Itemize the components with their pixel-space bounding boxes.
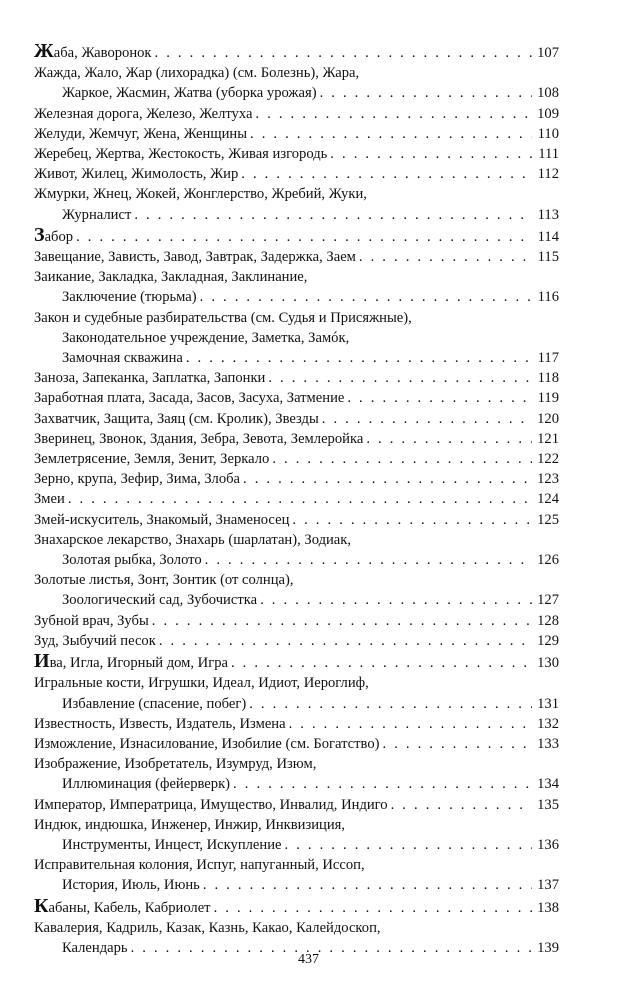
entry-text: Желуди, Жемчуг, Жена, Женщины [34, 125, 248, 142]
index-entry-line [34, 368, 559, 388]
index-entry [34, 225, 559, 247]
dot-leader [134, 205, 532, 225]
index-entry [34, 63, 559, 103]
index-entry-line [34, 124, 559, 144]
index-entry-line [34, 247, 559, 267]
index-entry-line [34, 409, 559, 429]
entry-page-number: 137 [537, 877, 559, 894]
dot-leader [203, 875, 532, 895]
entry-page-number: 117 [537, 350, 559, 367]
index-entry-line [34, 267, 559, 287]
entry-text: Закон и судебные разбирательства (см. Судья и Присяжные), [34, 309, 412, 326]
entry-page-number: 107 [537, 45, 559, 61]
dot-leader [76, 227, 532, 247]
index-entry-continuation [34, 550, 559, 570]
index-entry-line [34, 896, 559, 918]
entry-text: Заработная плата, Засада, Засов, Засуха, Затмение [34, 390, 345, 407]
entry-text: Иллюминация (фейерверк) [62, 776, 231, 793]
index-entry-line [34, 104, 559, 124]
index-entry [34, 570, 559, 610]
entry-text: Золотые листья, Зонт, Зонтик (от солнца), [34, 572, 294, 589]
entry-page-number: 129 [537, 632, 559, 649]
entry-text: Зерно, крупа, Зефир, Зима, Злоба [34, 471, 241, 488]
section-initial-letter: И [34, 650, 50, 673]
index-entry-line [34, 429, 559, 449]
index-entry [34, 124, 559, 144]
index-entry-continuation [34, 694, 559, 714]
entry-page-number: 119 [537, 390, 559, 407]
index-entry-continuation [34, 205, 559, 225]
index-entry [34, 673, 559, 713]
index-entry-line [34, 815, 559, 835]
index-entry [34, 611, 559, 631]
index-entry [34, 409, 559, 429]
entry-page-number: 115 [537, 249, 559, 266]
index-entry-line [34, 144, 559, 164]
dot-leader [250, 124, 532, 144]
index-list [34, 41, 559, 958]
index-entry-continuation [34, 774, 559, 794]
dot-leader [289, 714, 532, 734]
dot-leader [233, 774, 532, 794]
entry-text: Заикание, Закладка, Закладная, Заклинание, [34, 269, 308, 286]
dot-leader [152, 611, 532, 631]
section-initial-letter: Ж [34, 40, 54, 62]
entry-page-number: 136 [537, 836, 559, 853]
dot-leader [255, 104, 532, 124]
index-entry-line [34, 855, 559, 875]
entry-page-number: 134 [537, 776, 559, 793]
dot-leader [159, 631, 532, 651]
entry-text: Зубной врач, Зубы [34, 612, 149, 629]
dot-leader [366, 429, 532, 449]
dot-leader [68, 489, 532, 509]
index-entry [34, 104, 559, 124]
index-entry-continuation [34, 83, 559, 103]
index-entry-line [34, 530, 559, 550]
entry-text: Инструменты, Инцест, Искупление [62, 836, 282, 853]
dot-leader [260, 590, 532, 610]
index-entry-line [34, 63, 559, 83]
index-entry [34, 267, 559, 307]
index-entry-line [34, 918, 559, 938]
entry-page-number: 128 [537, 612, 559, 629]
index-entry-line [34, 651, 559, 673]
entry-text: Захватчик, Защита, Заяц (см. Кролик), Звезды [34, 410, 319, 427]
entry-page-number: 138 [537, 899, 559, 916]
entry-text: Знахарское лекарство, Знахарь (шарлатан), Зодиак, [34, 531, 352, 548]
index-entry-continuation [34, 287, 559, 307]
section-initial-letter: З [34, 223, 45, 246]
dot-leader [272, 449, 532, 469]
entry-page-number: 110 [537, 125, 559, 142]
entry-text: Календарь [62, 939, 128, 956]
index-entry [34, 388, 559, 408]
index-entry [34, 510, 559, 530]
index-entry-continuation [34, 328, 559, 348]
index-entry [34, 855, 559, 895]
index-entry-line [34, 469, 559, 489]
entry-page-number: 118 [537, 370, 559, 387]
entry-text: Заноза, Запеканка, Заплатка, Запонки [34, 370, 266, 387]
entry-page-number: 124 [537, 491, 559, 508]
dot-leader [200, 287, 532, 307]
entry-text: Завещание, Зависть, Завод, Завтрак, Задержка, Заем [34, 249, 356, 266]
index-entry-line [34, 754, 559, 774]
entry-page-number: 114 [537, 228, 559, 245]
index-entry [34, 449, 559, 469]
index-entry-continuation [34, 875, 559, 895]
entry-page-number: 135 [537, 796, 559, 813]
entry-text: ва, Игла, Игорный дом, Игра [49, 655, 228, 672]
dot-leader [155, 43, 532, 63]
dot-leader [285, 835, 532, 855]
index-entry-line [34, 570, 559, 590]
entry-text: Живот, Жилец, Жимолость, Жир [34, 166, 239, 183]
dot-leader [243, 469, 532, 489]
index-entry [34, 368, 559, 388]
entry-page-number: 125 [537, 511, 559, 528]
entry-text: Замочная скважина [62, 350, 183, 367]
entry-text: Игральные кости, Игрушки, Идеал, Идиот, Иероглиф, [34, 675, 369, 692]
entry-text: Жаркое, Жасмин, Жатва (уборка урожая) [62, 85, 317, 102]
entry-text: Журналист [62, 206, 132, 223]
index-entry-line [34, 611, 559, 631]
entry-text: Железная дорога, Железо, Желтуха [34, 105, 253, 122]
entry-page-number: 111 [538, 146, 559, 163]
entry-page-number: 132 [537, 715, 559, 732]
dot-leader [347, 388, 532, 408]
index-entry [34, 795, 559, 815]
index-entry [34, 631, 559, 651]
entry-text: абаны, Кабель, Кабриолет [48, 899, 211, 916]
dot-leader [292, 510, 532, 530]
entry-text: абор [44, 228, 74, 245]
index-entry [34, 144, 559, 164]
dot-leader [383, 734, 533, 754]
index-entry [34, 247, 559, 267]
index-entry-line [34, 184, 559, 204]
dot-leader [231, 653, 532, 673]
index-entry-continuation [34, 348, 559, 368]
index-entry [34, 489, 559, 509]
index-entry [34, 714, 559, 734]
dot-leader [214, 898, 532, 918]
index-entry [34, 754, 559, 794]
entry-page-number: 121 [537, 430, 559, 447]
index-entry [34, 184, 559, 224]
entry-text: Император, Императрица, Имущество, Инвалид, Индиго [34, 796, 388, 813]
entry-text: Заключение (тюрьма) [62, 289, 197, 306]
entry-text: Зверинец, Звонок, Здания, Зебра, Зевота, Землеройка [34, 430, 364, 447]
entry-text: Исправительная колония, Испуг, напуганный, Иссоп, [34, 857, 365, 874]
entry-page-number: 113 [537, 206, 559, 223]
dot-leader [268, 368, 532, 388]
section-initial-letter: К [34, 894, 49, 917]
entry-page-number: 116 [537, 289, 559, 306]
index-entry-continuation [34, 835, 559, 855]
index-entry-line [34, 795, 559, 815]
page-number: 437 [298, 952, 319, 967]
index-entry [34, 469, 559, 489]
index-entry [34, 530, 559, 570]
index-entry-line [34, 631, 559, 651]
entry-text: Землетрясение, Земля, Зенит, Зеркало [34, 451, 270, 468]
entry-text: Жмурки, Жнец, Жокей, Жонглерство, Жребий, Жуки, [34, 186, 367, 203]
index-entry [34, 734, 559, 754]
entry-text: Змеи [34, 491, 65, 508]
entry-text: Кавалерия, Кадриль, Казак, Казнь, Какао, Калейдоскоп, [34, 919, 381, 936]
entry-page-number: 122 [537, 451, 559, 468]
index-entry-line [34, 714, 559, 734]
index-entry [34, 308, 559, 369]
entry-page-number: 131 [537, 695, 559, 712]
entry-page-number: 127 [537, 592, 559, 609]
entry-text: Змей-искуситель, Знакомый, Знаменосец [34, 511, 290, 528]
index-entry-line [34, 388, 559, 408]
dot-leader [322, 409, 532, 429]
entry-page-number: 139 [537, 939, 559, 956]
entry-text: Изображение, Изобретатель, Изумруд, Изюм, [34, 756, 317, 773]
dot-leader [330, 144, 532, 164]
entry-text: Жажда, Жало, Жар (лихорадка) (см. Болезнь), Жара, [34, 65, 360, 82]
index-entry [34, 896, 559, 918]
entry-page-number: 108 [537, 85, 559, 102]
entry-text: Изможление, Изнасилование, Изобилие (см. Богатство) [34, 735, 380, 752]
dot-leader [186, 348, 532, 368]
entry-page-number: 109 [537, 105, 559, 122]
entry-page-number: 130 [537, 655, 559, 672]
dot-leader [320, 83, 532, 103]
entry-text: Зуд, Зыбучий песок [34, 632, 156, 649]
entry-text: Золотая рыбка, Золото [62, 552, 202, 569]
dot-leader [249, 694, 532, 714]
index-entry [34, 429, 559, 449]
entry-page-number: 120 [537, 410, 559, 427]
index-entry-line [34, 225, 559, 247]
index-entry [34, 651, 559, 673]
index-entry-line [34, 449, 559, 469]
index-entry-line [34, 41, 559, 63]
entry-text: Зоологический сад, Зубочистка [62, 592, 258, 609]
entry-text: Жеребец, Жертва, Жестокость, Живая изгородь [34, 146, 328, 163]
entry-text: Законодательное учреждение, Заметка, Замóк, [62, 329, 350, 346]
entry-text: Известность, Известь, Издатель, Измена [34, 715, 286, 732]
entry-text: Индюк, индюшка, Инженер, Инжир, Инквизиция, [34, 816, 346, 833]
index-entry-continuation [34, 590, 559, 610]
index-entry-line [34, 734, 559, 754]
dot-leader [241, 164, 532, 184]
index-entry [34, 41, 559, 63]
entry-text: История, Июль, Июнь [62, 877, 200, 894]
index-entry-line [34, 308, 559, 328]
index-entry-line [34, 510, 559, 530]
entry-page-number: 126 [537, 552, 559, 569]
entry-page-number: 133 [537, 735, 559, 752]
dot-leader [359, 247, 532, 267]
index-entry [34, 164, 559, 184]
entry-text: аба, Жаворонок [53, 45, 152, 61]
index-entry-line [34, 489, 559, 509]
dot-leader [205, 550, 532, 570]
dot-leader [391, 795, 532, 815]
entry-page-number: 123 [537, 471, 559, 488]
index-entry [34, 815, 559, 855]
index-entry-line [34, 673, 559, 693]
index-entry-line [34, 164, 559, 184]
entry-page-number: 112 [537, 166, 559, 183]
entry-text: Избавление (спасение, побег) [62, 695, 247, 712]
